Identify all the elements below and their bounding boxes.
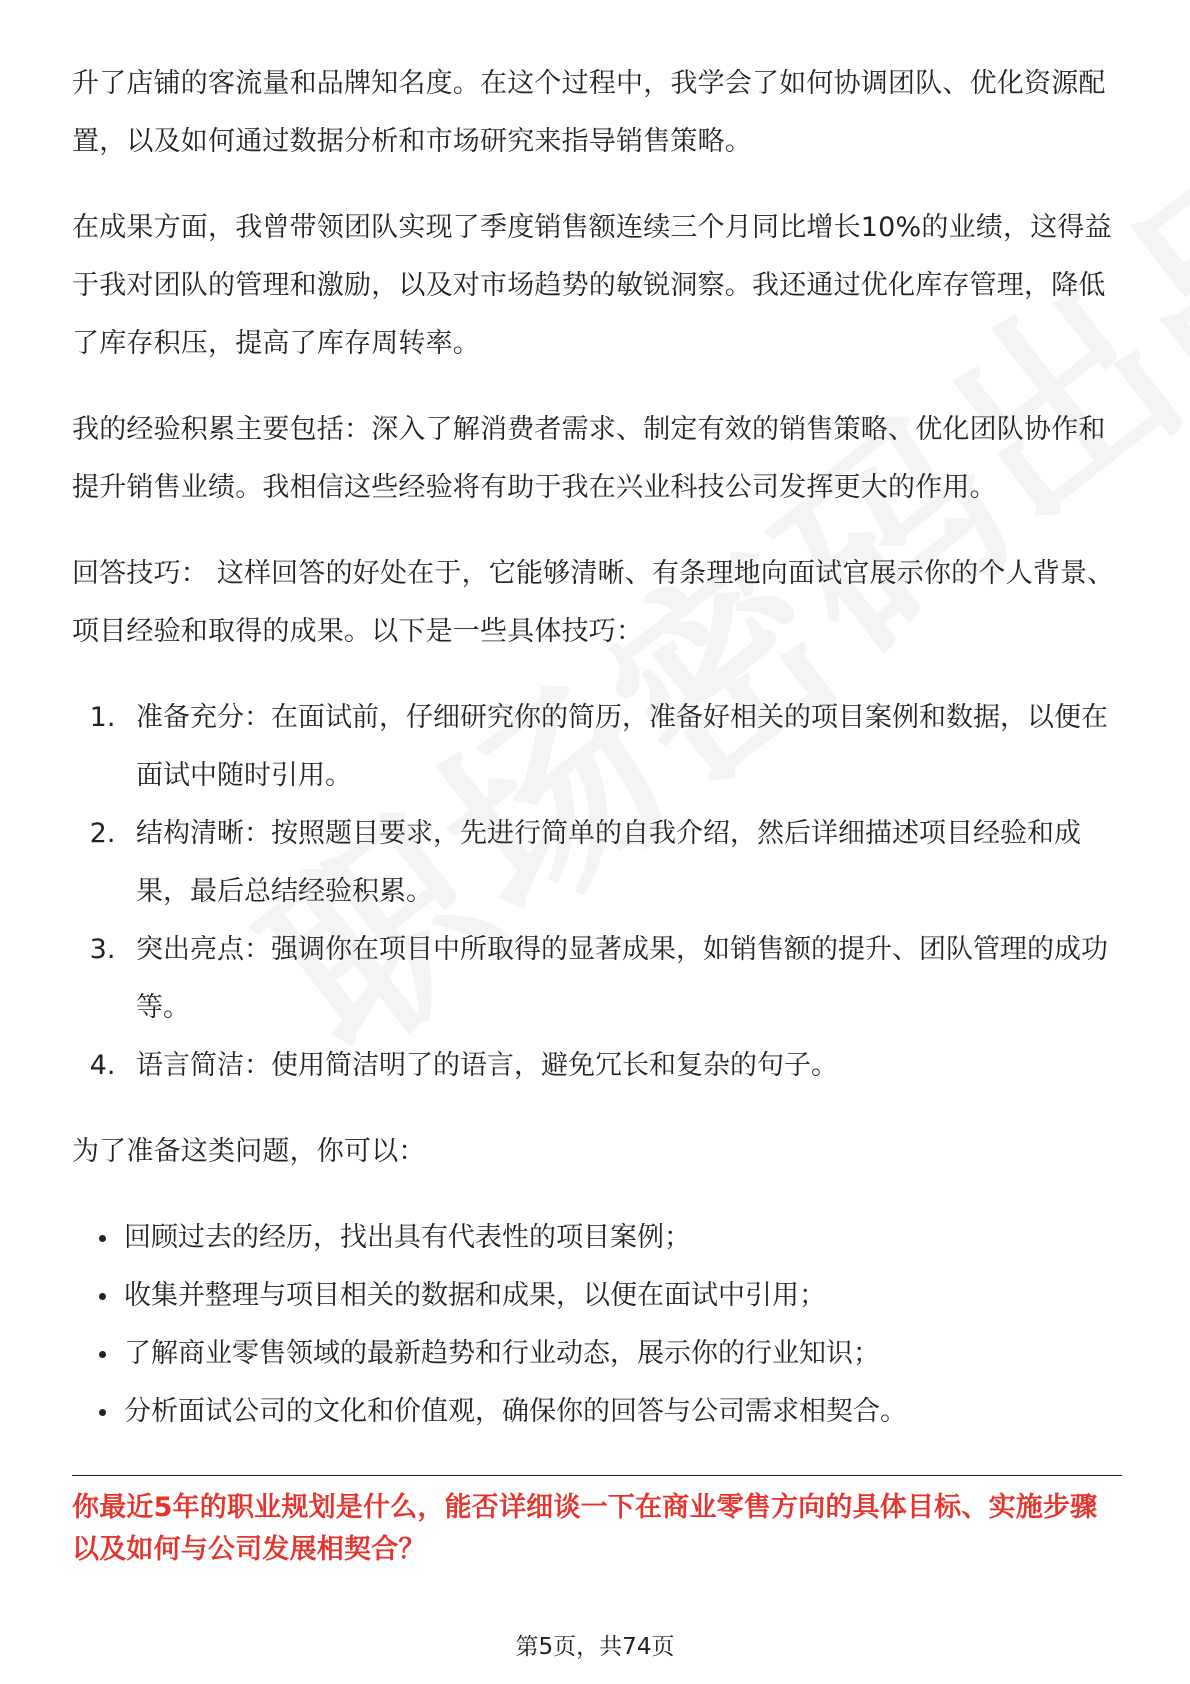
document-body [72, 55, 1122, 1441]
list-item: 分析面试公司的文化和价值观，确保你的回答与公司需求相契合。 [124, 1383, 1122, 1441]
paragraph: 在成果方面，我曾带领团队实现了季度销售额连续三个月同比增长10%的业绩，这得益于我对团队的管理和激励，以及对市场趋势的敏锐洞察。我还通过优化库存管理，降低了库存积压，提高了库存周转率。 [72, 212, 1112, 359]
prep-list [72, 1209, 1122, 1441]
page-number: 第5页，共74页 [515, 1634, 675, 1660]
list-item: 收集并整理与项目相关的数据和成果，以便在面试中引用； [124, 1267, 1122, 1325]
list-item: 了解商业零售领域的最新趋势和行业动态，展示你的行业知识； [124, 1325, 1122, 1383]
prep-intro: 为了准备这类问题，你可以： [72, 1136, 426, 1167]
next-question-heading: 你最近5年的职业规划是什么，能否详细谈一下在商业零售方向的具体目标、实施步骤以及如何与公司发展相契合？ [72, 1492, 1098, 1565]
list-item: 回顾过去的经历，找出具有代表性的项目案例； [124, 1209, 1122, 1267]
tips-list [72, 689, 1122, 1095]
list-item: 4. 语言简洁：使用简洁明了的语言，避免冗长和复杂的句子。 [124, 1037, 1122, 1095]
list-item: 3. 突出亮点：强调你在项目中所取得的显著成果，如销售额的提升、团队管理的成功等。 [124, 921, 1122, 1037]
list-item: 2. 结构清晰：按照题目要求，先进行简单的自我介绍，然后详细描述项目经验和成果，最后总结经验积累。 [124, 805, 1122, 921]
paragraph: 升了店铺的客流量和品牌知名度。在这个过程中，我学会了如何协调团队、优化资源配置，以及如何通过数据分析和市场研究来指导销售策略。 [72, 68, 1106, 157]
answer-tips-intro: 回答技巧： 这样回答的好处在于，它能够清晰、有条理地向面试官展示你的个人背景、项目经验和取得的成果。以下是一些具体技巧： [72, 558, 1115, 647]
list-item: 1. 准备充分：在面试前，仔细研究你的简历，准备好相关的项目案例和数据，以便在面试中随时引用。 [124, 689, 1122, 805]
divider [72, 1475, 1122, 1476]
paragraph: 我的经验积累主要包括：深入了解消费者需求、制定有效的销售策略、优化团队协作和提升销售业绩。我相信这些经验将有助于我在兴业科技公司发挥更大的作用。 [72, 414, 1106, 503]
